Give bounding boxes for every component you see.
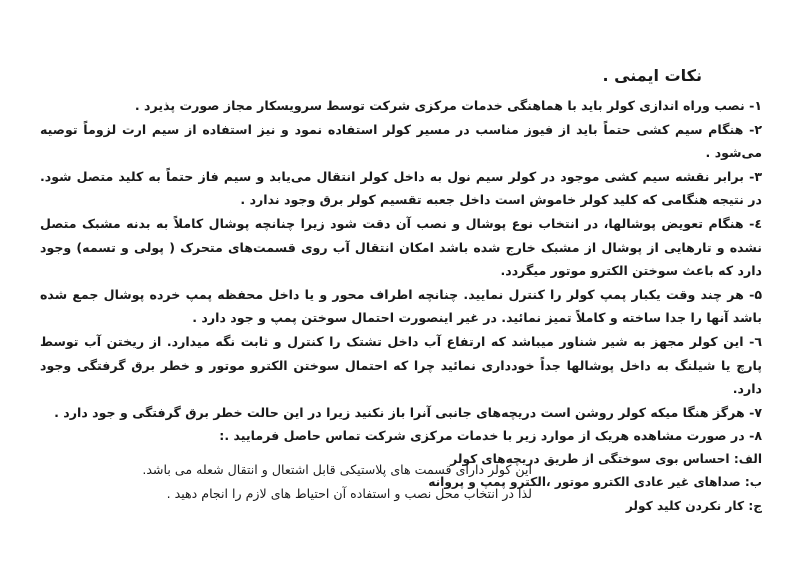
safety-item-5: ۵- هر چند وقت یکبار پمپ کولر را کنترل نمایید. چنانچه اطراف محور و یا داخل محفظه پمپ خرده پوشال جمع شده باشد آنها را جدا ساخته و کاملاً تمیز نمائید. در غیر اینصورت احتمال سوختن پمپ و جود دارد . [40, 286, 762, 326]
safety-item-4: ٤- هنگام تعویض پوشالها، در انتخاب نوع پوشال و نصب آن دقت شود زیرا چنانچه پوشال کاملاً به بدنه مشبک متصل نشده و تارهایی از پوشال از مشبک خارج شده باشد امکان انتقال آب روی قسمت‌های متحرک ( پولی و تسمه) وجود دارد که باعث سوختن الکترو موتور میگردد. [40, 215, 762, 279]
page-title: نکات ایمنی . [602, 66, 702, 85]
safety-item-1: ۱- نصب وراه اندازی کولر باید با هماهنگی خدمات مرکزی شرکت توسط سرویسکار مجاز صورت پذیرد . [134, 98, 762, 113]
warning-note-line-1: این کولر دارای قسمت های پلاستیکی قابل اشتعال و انتقال شعله می باشد. [142, 462, 532, 477]
warning-note [142, 458, 532, 506]
safety-items [40, 94, 762, 518]
sub-item-be: ب: صداهای غیر عادی الکترو موتور ،الکترو پمپ و پروانه [428, 475, 762, 490]
safety-item-3: ۳- برابر نقشه سیم کشی موجود در کولر سیم نول به داخل کولر انتقال می‌یابد و سیم فاز حتماً به کلید متصل شود. در نتیجه هنگامی که کلید کولر خاموش است داخل جعبه تقسیم کولر برق وجود ندارد . [40, 168, 762, 208]
safety-item-2: ۲- هنگام سیم کشی حتماً باید از فیوز مناسب در مسیر کولر استفاده نمود و نیز استفاده از سیم ارت لزوماً توصیه می‌شود . [40, 121, 762, 161]
safety-item-6: ٦- این کولر مجهز به شیر شناور میباشد که ارتفاع آب داخل تشتک را کنترل و ثابت نگه میدارد. از ریختن آب توسط پارچ یا شیلنگ به داخل پوشالها جداً خودداری نمائید چرا که احتمال سوختن الکترو موتور و خطر برق گرفتگی وجود دارد. [40, 333, 762, 397]
sub-item-jim: ج: کار نکردن کلید کولر [625, 498, 762, 513]
safety-item-7: ۷- هرگز هنگا میکه کولر روشن است دریچه‌های جانبی آنرا باز نکنید زیرا در این حالت خطر برق گرفتگی و جود دارد . [54, 404, 762, 420]
sub-item-alef: الف: احساس بوی سوختگی از طریق دریچه‌های کولر [450, 451, 762, 466]
safety-item-8: ۸- در صورت مشاهده هریک از موارد زیر با خدمات مرکزی شرکت تماس حاصل فرمایید .: [219, 428, 762, 444]
warning-note-line-2: لذا در انتخاب محل نصب و استفاده آن احتیاط های لازم را انجام دهید . [166, 486, 532, 501]
